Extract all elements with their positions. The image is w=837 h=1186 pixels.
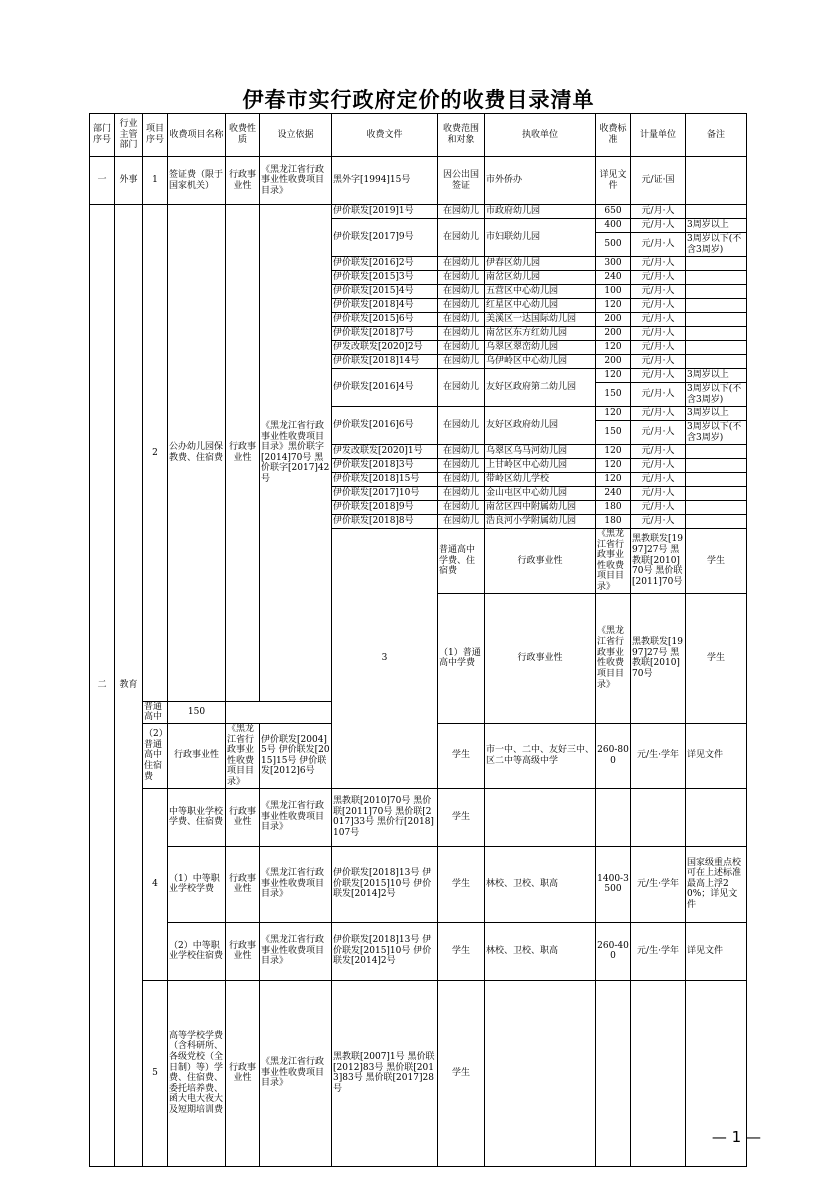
basis-cell: 《黑龙江省行政事业性收费项目目录》 xyxy=(596,529,631,594)
measure-cell: 元/月·人 xyxy=(631,257,686,271)
note-cell: 3周岁以下(不含3周岁) xyxy=(686,421,747,445)
scope-cell: 在园幼儿 xyxy=(438,285,485,299)
table-row xyxy=(90,980,747,1166)
unit-cell xyxy=(485,980,596,1166)
note-cell xyxy=(686,205,747,219)
basis-cell: 《黑龙江省行政事业性收费项目目录》 xyxy=(260,980,332,1166)
file-cell: 伊价联发[2016]6号 xyxy=(332,407,438,445)
std-cell: 150 xyxy=(596,383,631,407)
note-cell: 3周岁以下(不含3周岁) xyxy=(686,383,747,407)
page-title: 伊春市实行政府定价的收费目录清单 xyxy=(242,88,595,112)
note-cell xyxy=(686,473,747,487)
measure-cell: 元/月·人 xyxy=(631,421,686,445)
std-cell: 120 xyxy=(596,459,631,473)
item-no-cell: 4 xyxy=(143,788,168,980)
unit-cell: 友好区政府第二幼儿园 xyxy=(485,369,596,407)
scope-cell: 在园幼儿 xyxy=(438,487,485,501)
basis-cell: 《黑龙江省行政事业性收费项目目录》 xyxy=(260,846,332,922)
measure-cell: 元/月·人 xyxy=(631,271,686,285)
measure-cell: 元/月·人 xyxy=(631,445,686,459)
table-row xyxy=(90,922,747,980)
unit-cell: 伊春区幼儿园 xyxy=(485,257,596,271)
scope-cell: 在园幼儿 xyxy=(438,219,485,257)
unit-cell: 美溪区一达国际幼儿园 xyxy=(485,313,596,327)
scope-cell: 学生 xyxy=(686,529,747,594)
unit-cell: 南岔区幼儿园 xyxy=(485,271,596,285)
file-cell: 伊发改联发[2020]1号 xyxy=(332,445,438,459)
note-cell xyxy=(686,445,747,459)
item-no-cell: 1 xyxy=(143,157,168,205)
scope-cell: 在园幼儿 xyxy=(438,341,485,355)
item-name-cell: 普通高中学费、住宿费 xyxy=(438,529,485,594)
dept-cell: 教育 xyxy=(115,205,143,1167)
std-cell: 详见文件 xyxy=(596,157,631,205)
std-cell: 500 xyxy=(596,233,631,257)
scope-cell: 在园幼儿 xyxy=(438,473,485,487)
file-cell: 伊价联发[2018]14号 xyxy=(332,355,438,369)
measure-cell: 元/月·人 xyxy=(631,299,686,313)
header-cell: 设立依据 xyxy=(260,114,332,157)
table-row xyxy=(90,788,747,846)
measure-cell: 元/月·人 xyxy=(631,355,686,369)
std-cell xyxy=(596,980,631,1166)
measure-cell: 元/生·学年 xyxy=(631,922,686,980)
measure-cell: 元/月·人 xyxy=(631,327,686,341)
header-row xyxy=(90,114,747,157)
measure-cell: 元/月·人 xyxy=(631,285,686,299)
std-cell: 180 xyxy=(596,501,631,515)
header-cell: 收费项目名称 xyxy=(168,114,226,157)
std-cell: 120 xyxy=(596,445,631,459)
header-cell: 执收单位 xyxy=(485,114,596,157)
file-cell: 伊价联发[2015]4号 xyxy=(332,285,438,299)
note-cell xyxy=(686,459,747,473)
unit-cell: 南岔区四中附属幼儿园 xyxy=(485,501,596,515)
unit-cell: 乌翠区翠峦幼儿园 xyxy=(485,341,596,355)
unit-cell: 市一中、二中、友好三中、区二中等高级中学 xyxy=(485,723,596,788)
note-cell: 3周岁以下(不含3周岁) xyxy=(686,233,747,257)
measure-cell: 元/月·人 xyxy=(631,501,686,515)
measure-cell: 元/生·学年 xyxy=(631,846,686,922)
std-cell: 180 xyxy=(596,515,631,529)
std-cell: 120 xyxy=(596,341,631,355)
header-cell: 收费范围和对象 xyxy=(438,114,485,157)
note-cell xyxy=(686,355,747,369)
basis-cell: 《黑龙江省行政事业性收费项目目录》黑价联字[2014]70号 黑价联字[2017]42号 xyxy=(260,205,332,702)
item-name-cell: （1）普通高中学费 xyxy=(438,593,485,723)
unit-cell: 林校、卫校、职高 xyxy=(485,846,596,922)
table-row xyxy=(90,205,747,219)
std-cell: 260-400 xyxy=(596,922,631,980)
header-cell: 计量单位 xyxy=(631,114,686,157)
file-cell: 伊价联发[2018]13号 伊价联发[2015]10号 伊价联发[2014]2号 xyxy=(332,846,438,922)
scope-cell: 在园幼儿 xyxy=(438,299,485,313)
nature-cell: 行政事业性 xyxy=(485,529,596,594)
std-cell: 120 xyxy=(596,299,631,313)
std-cell: 120 xyxy=(596,407,631,421)
nature-cell: 行政事业性 xyxy=(226,846,260,922)
unit-cell: 南岔区东方红幼儿园 xyxy=(485,327,596,341)
measure-cell: 元/月·人 xyxy=(631,313,686,327)
measure-cell: 元/月·人 xyxy=(631,369,686,383)
std-cell xyxy=(596,788,631,846)
scope-cell: 在园幼儿 xyxy=(438,257,485,271)
nature-cell: 行政事业性 xyxy=(226,788,260,846)
basis-cell: 《黑龙江省行政事业性收费项目目录》 xyxy=(260,788,332,846)
std-cell: 150 xyxy=(596,421,631,445)
unit-cell xyxy=(485,788,596,846)
note-cell: 国家级重点校可在上述标准最高上浮20%；详见文件 xyxy=(686,846,747,922)
header-cell: 部门序号 xyxy=(90,114,115,157)
scope-cell: 在园幼儿 xyxy=(438,313,485,327)
measure-cell: 元/月·人 xyxy=(631,341,686,355)
note-cell xyxy=(686,157,747,205)
file-cell: 伊价联发[2017]9号 xyxy=(332,219,438,257)
item-name-cell: （1）中等职业学校学费 xyxy=(168,846,226,922)
header-cell: 收费性质 xyxy=(226,114,260,157)
nature-cell: 行政事业性 xyxy=(226,980,260,1166)
scope-cell: 在园幼儿 xyxy=(438,271,485,285)
nature-cell: 行政事业性 xyxy=(485,593,596,723)
item-no-cell: 3 xyxy=(332,529,438,789)
std-cell: 120 xyxy=(596,473,631,487)
scope-cell: 学生 xyxy=(438,788,485,846)
scope-cell: 学生 xyxy=(438,922,485,980)
note-cell xyxy=(686,327,747,341)
note-cell xyxy=(686,501,747,515)
scope-cell: 在园幼儿 xyxy=(438,369,485,407)
note-cell: 3周岁以上 xyxy=(686,369,747,383)
measure-cell: 元/月·人 xyxy=(631,459,686,473)
scope-cell: 在园幼儿 xyxy=(438,205,485,219)
nature-cell: 行政事业性 xyxy=(168,723,226,788)
file-cell: 伊价联发[2019]1号 xyxy=(332,205,438,219)
file-cell: 伊价联发[2018]7号 xyxy=(332,327,438,341)
nature-cell: 行政事业性 xyxy=(226,922,260,980)
note-cell: 详见文件 xyxy=(686,922,747,980)
scope-cell: 在园幼儿 xyxy=(438,327,485,341)
note-cell xyxy=(686,313,747,327)
measure-cell: 元/生·学年 xyxy=(631,723,686,788)
note-cell xyxy=(686,285,747,299)
file-cell: 伊价联发[2018]8号 xyxy=(332,515,438,529)
file-cell: 伊价联发[2017]10号 xyxy=(332,487,438,501)
file-cell: 伊价联发[2018]9号 xyxy=(332,501,438,515)
file-cell: 伊价联发[2018]15号 xyxy=(332,473,438,487)
measure-cell: 元/月·人 xyxy=(631,233,686,257)
unit-cell: 普通高中 xyxy=(143,701,168,723)
measure-cell: 元/月·人 xyxy=(631,383,686,407)
basis-cell: 《黑龙江省行政事业性收费项目目录》 xyxy=(260,157,332,205)
item-name-cell: 签证费（限于国家机关） xyxy=(168,157,226,205)
scope-cell: 在园幼儿 xyxy=(438,355,485,369)
file-cell: 伊价联发[2015]6号 xyxy=(332,313,438,327)
unit-cell: 浩良河小学附属幼儿园 xyxy=(485,515,596,529)
std-cell: 200 xyxy=(596,327,631,341)
dept-no-cell: 一 xyxy=(90,157,115,205)
scope-cell: 学生 xyxy=(438,980,485,1166)
std-cell: 260-800 xyxy=(596,723,631,788)
fee-table xyxy=(89,113,747,1167)
nature-cell: 行政事业性 xyxy=(226,157,260,205)
file-cell: 伊价联发[2015]3号 xyxy=(332,271,438,285)
header-cell: 项目序号 xyxy=(143,114,168,157)
std-cell: 100 xyxy=(596,285,631,299)
item-name-cell: 公办幼儿园保教费、住宿费 xyxy=(168,205,226,702)
basis-cell: 《黑龙江省行政事业性收费项目目录》 xyxy=(596,593,631,723)
file-cell: 伊价联发[2018]4号 xyxy=(332,299,438,313)
basis-cell: 《黑龙江省行政事业性收费项目目录》 xyxy=(226,723,260,788)
std-cell: 650 xyxy=(596,205,631,219)
unit-cell: 乌伊岭区中心幼儿园 xyxy=(485,355,596,369)
table-row xyxy=(90,846,747,922)
file-cell: 黑教联[2010]70号 黑价联[2011]70号 黑价联[2017]33号 黑价行[2018]107号 xyxy=(332,788,438,846)
measure-cell: 元/月·人 xyxy=(631,515,686,529)
std-cell: 200 xyxy=(596,355,631,369)
note-cell: 3周岁以上 xyxy=(686,407,747,421)
note-cell xyxy=(686,299,747,313)
file-cell: 伊发改联发[2020]2号 xyxy=(332,341,438,355)
note-cell xyxy=(686,515,747,529)
file-cell: 伊价联发[2016]4号 xyxy=(332,369,438,407)
table-row xyxy=(90,157,747,205)
page-number: — 1 — xyxy=(711,1128,761,1146)
note-cell xyxy=(686,257,747,271)
std-cell: 150 xyxy=(168,701,226,723)
unit-cell: 金山屯区中心幼儿园 xyxy=(485,487,596,501)
scope-cell: 在园幼儿 xyxy=(438,445,485,459)
header-cell: 备注 xyxy=(686,114,747,157)
unit-cell: 市政府幼儿园 xyxy=(485,205,596,219)
std-cell: 1400-3500 xyxy=(596,846,631,922)
unit-cell: 乌翠区乌马河幼儿园 xyxy=(485,445,596,459)
header-cell: 收费标准 xyxy=(596,114,631,157)
scope-cell: 学生 xyxy=(438,846,485,922)
scope-cell: 学生 xyxy=(438,723,485,788)
note-cell xyxy=(686,788,747,846)
unit-cell: 上甘岭区中心幼儿园 xyxy=(485,459,596,473)
unit-cell: 友好区政府幼儿园 xyxy=(485,407,596,445)
item-name-cell: （2）中等职业学校住宿费 xyxy=(168,922,226,980)
std-cell: 400 xyxy=(596,219,631,233)
unit-cell: 带岭区幼儿学校 xyxy=(485,473,596,487)
note-cell xyxy=(686,271,747,285)
dept-cell: 外事 xyxy=(115,157,143,205)
basis-cell: 《黑龙江省行政事业性收费项目目录》 xyxy=(260,922,332,980)
std-cell: 120 xyxy=(596,369,631,383)
file-cell: 黑教联发[1997]27号 黑教联[2010]70号 xyxy=(631,593,686,723)
item-name-cell: （2）普通高中住宿费 xyxy=(143,723,168,788)
header-cell: 行业主管部门 xyxy=(115,114,143,157)
item-no-cell: 5 xyxy=(143,980,168,1166)
item-no-cell: 2 xyxy=(143,205,168,702)
measure-cell: 元/月·人 xyxy=(631,219,686,233)
unit-cell: 市外侨办 xyxy=(485,157,596,205)
measure-cell: 元/月·人 xyxy=(631,205,686,219)
measure-cell xyxy=(631,980,686,1166)
measure-cell xyxy=(631,788,686,846)
dept-no-cell: 二 xyxy=(90,205,115,1167)
std-cell: 300 xyxy=(596,257,631,271)
scope-cell: 在园幼儿 xyxy=(438,515,485,529)
note-cell xyxy=(686,341,747,355)
std-cell: 200 xyxy=(596,313,631,327)
header-cell: 收费文件 xyxy=(332,114,438,157)
note-cell xyxy=(686,487,747,501)
measure-cell: 元/月·人 xyxy=(631,407,686,421)
item-name-cell: 高等学校学费（含科研所、各级党校（全日制）等）学费、住宿费、委托培养费、函大电大夜大及短期培训费 xyxy=(168,980,226,1166)
item-name-cell: 中等职业学校学费、住宿费 xyxy=(168,788,226,846)
scope-cell: 在园幼儿 xyxy=(438,501,485,515)
measure-cell: 元/月·人 xyxy=(631,473,686,487)
measure-cell: 元/证·国 xyxy=(631,157,686,205)
note-cell: 详见文件 xyxy=(686,723,747,788)
file-cell: 黑外字[1994]15号 xyxy=(332,157,438,205)
file-cell: 伊价联发[2018]3号 xyxy=(332,459,438,473)
scope-cell: 学生 xyxy=(686,593,747,723)
scope-cell: 在园幼儿 xyxy=(438,407,485,445)
scope-cell: 在园幼儿 xyxy=(438,459,485,473)
std-cell: 240 xyxy=(596,487,631,501)
unit-cell: 红星区中心幼儿园 xyxy=(485,299,596,313)
file-cell: 伊价联发[2016]2号 xyxy=(332,257,438,271)
nature-cell: 行政事业性 xyxy=(226,205,260,702)
unit-cell: 五营区中心幼儿园 xyxy=(485,285,596,299)
unit-cell: 林校、卫校、职高 xyxy=(485,922,596,980)
note-cell: 3周岁以上 xyxy=(686,219,747,233)
scope-cell: 因公出国签证 xyxy=(438,157,485,205)
std-cell: 240 xyxy=(596,271,631,285)
file-cell: 黑教联[2007]1号 黑价联[2012]83号 黑价联[2013]83号 黑价联[2017]28号 xyxy=(332,980,438,1166)
unit-cell: 市妇联幼儿园 xyxy=(485,219,596,257)
file-cell: 伊价联发[2018]13号 伊价联发[2015]10号 伊价联发[2014]2号 xyxy=(332,922,438,980)
file-cell: 伊价联发[2004]5号 伊价联发[2015]15号 伊价联发[2012]6号 xyxy=(260,723,332,788)
file-cell: 黑教联发[1997]27号 黑教联[2010]70号 黑价联[2011]70号 xyxy=(631,529,686,594)
measure-cell: 元/月·人 xyxy=(631,487,686,501)
